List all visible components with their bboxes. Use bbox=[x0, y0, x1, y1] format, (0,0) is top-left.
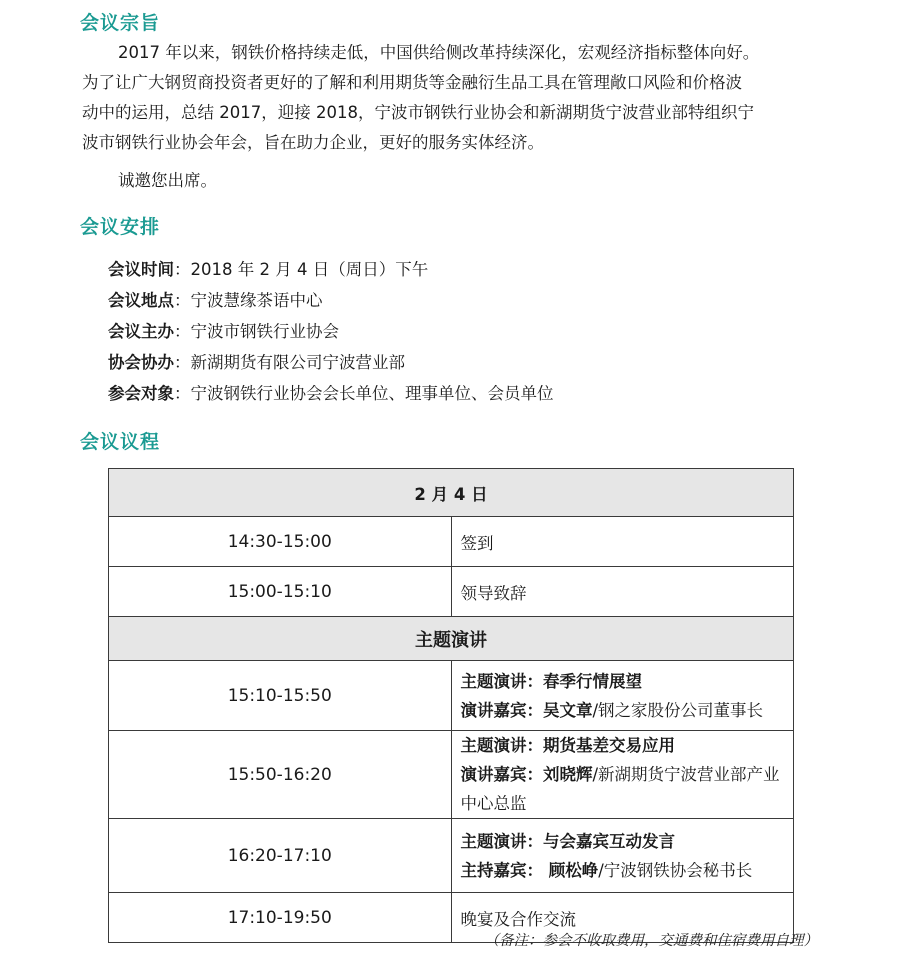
talk-speaker-line bbox=[461, 856, 794, 885]
purpose-line-3: 动中的运用，总结 2017，迎接 2018，宁波市钢铁行业协会和新湖期货宁波营业部特组织宁 bbox=[82, 103, 754, 122]
arrangement-row-cohost bbox=[108, 348, 405, 378]
talk-topic-line bbox=[461, 667, 794, 696]
arrangement-value: ：2018 年 2 月 4 日（周日）下午 bbox=[174, 260, 429, 279]
talk-speaker-line bbox=[461, 760, 794, 818]
section-title-arrangement: 会议安排 bbox=[80, 216, 161, 238]
section-title-purpose: 会议宗旨 bbox=[80, 12, 161, 34]
agenda-date-header: 2 月 4 日 bbox=[109, 469, 794, 517]
talk-topic-key: 主题演讲： bbox=[460, 671, 543, 691]
arrangement-value: ：新湖期货有限公司宁波营业部 bbox=[174, 353, 405, 372]
agenda-time: 15:00-15:10 bbox=[109, 567, 452, 617]
table-row bbox=[109, 517, 794, 567]
talk-topic-line bbox=[461, 731, 794, 760]
arrangement-value: ：宁波钢铁行业协会会长单位、理事单位、会员单位 bbox=[174, 384, 554, 403]
agenda-desc: 晚宴及合作交流 bbox=[451, 893, 794, 943]
talk-speaker-name: 刘晓辉 bbox=[543, 765, 593, 784]
footnote: （备注：参会不收取费用，交通费和住宿费用自理） bbox=[484, 933, 818, 949]
agenda-date-header-row bbox=[109, 469, 794, 517]
arrangement-key: 参会对象 bbox=[108, 384, 174, 403]
agenda-time: 17:10-19:50 bbox=[109, 893, 452, 943]
agenda-desc bbox=[451, 661, 794, 731]
table-row bbox=[109, 661, 794, 731]
purpose-line-4: 波市钢铁行业协会年会，旨在助力企业，更好的服务实体经济。 bbox=[82, 133, 544, 152]
agenda-time: 15:10-15:50 bbox=[109, 661, 452, 731]
arrangement-value: ：宁波慧缘茶语中心 bbox=[174, 291, 323, 310]
agenda-desc: 签到 bbox=[451, 517, 794, 567]
talk-topic-value: 期货基差交易应用 bbox=[543, 736, 675, 755]
arrangement-key: 会议地点 bbox=[108, 291, 174, 310]
talk-topic-key: 主题演讲： bbox=[460, 736, 543, 755]
agenda-desc: 领导致辞 bbox=[451, 567, 794, 617]
talk-speaker-role: /钢之家股份公司董事长 bbox=[592, 700, 764, 720]
talk-speaker-key: 主持嘉宾： bbox=[460, 860, 543, 880]
arrangement-key: 会议主办 bbox=[108, 322, 174, 341]
talk-topic-key: 主题演讲： bbox=[460, 831, 543, 851]
talk-speaker-line bbox=[461, 696, 794, 725]
arrangement-row-attendees bbox=[108, 379, 554, 409]
talk-topic-line bbox=[461, 827, 794, 856]
agenda-section-header: 主题演讲 bbox=[109, 617, 794, 661]
agenda-time: 15:50-16:20 bbox=[109, 731, 452, 819]
talk-topic-value: 与会嘉宾互动发言 bbox=[543, 831, 675, 851]
talk-speaker-name: 顾松峥 bbox=[543, 860, 599, 880]
arrangement-key: 协会协办 bbox=[108, 353, 174, 372]
arrangement-row-time bbox=[108, 255, 428, 285]
talk-speaker-role: /新湖期货宁波营业部产业中心总监 bbox=[460, 765, 780, 813]
table-row bbox=[109, 819, 794, 893]
agenda-table bbox=[108, 468, 794, 943]
talk-speaker-role: /宁波钢铁协会秘书长 bbox=[598, 860, 753, 880]
arrangement-key: 会议时间 bbox=[108, 260, 174, 279]
agenda-desc bbox=[451, 819, 794, 893]
purpose-paragraph bbox=[82, 38, 817, 158]
agenda-desc bbox=[451, 731, 794, 819]
agenda-time: 14:30-15:00 bbox=[109, 517, 452, 567]
invite-text: 诚邀您出席。 bbox=[118, 171, 217, 190]
agenda-section-header-row bbox=[109, 617, 794, 661]
agenda-time: 16:20-17:10 bbox=[109, 819, 452, 893]
arrangement-row-host bbox=[108, 317, 339, 347]
talk-speaker-key: 演讲嘉宾： bbox=[460, 765, 543, 784]
table-row bbox=[109, 567, 794, 617]
talk-topic-value: 春季行情展望 bbox=[543, 671, 642, 691]
talk-speaker-name: 吴文章 bbox=[543, 700, 593, 720]
purpose-line-2: 为了让广大钢贸商投资者更好的了解和利用期货等金融衍生品工具在管理敞口风险和价格波 bbox=[82, 73, 742, 92]
arrangement-value: ：宁波市钢铁行业协会 bbox=[174, 322, 339, 341]
table-row bbox=[109, 731, 794, 819]
arrangement-row-venue bbox=[108, 286, 323, 316]
section-title-agenda: 会议议程 bbox=[80, 431, 161, 453]
talk-speaker-key: 演讲嘉宾： bbox=[460, 700, 543, 720]
purpose-line-1: 2017 年以来，钢铁价格持续走低，中国供给侧改革持续深化，宏观经济指标整体向好。 bbox=[118, 43, 760, 62]
